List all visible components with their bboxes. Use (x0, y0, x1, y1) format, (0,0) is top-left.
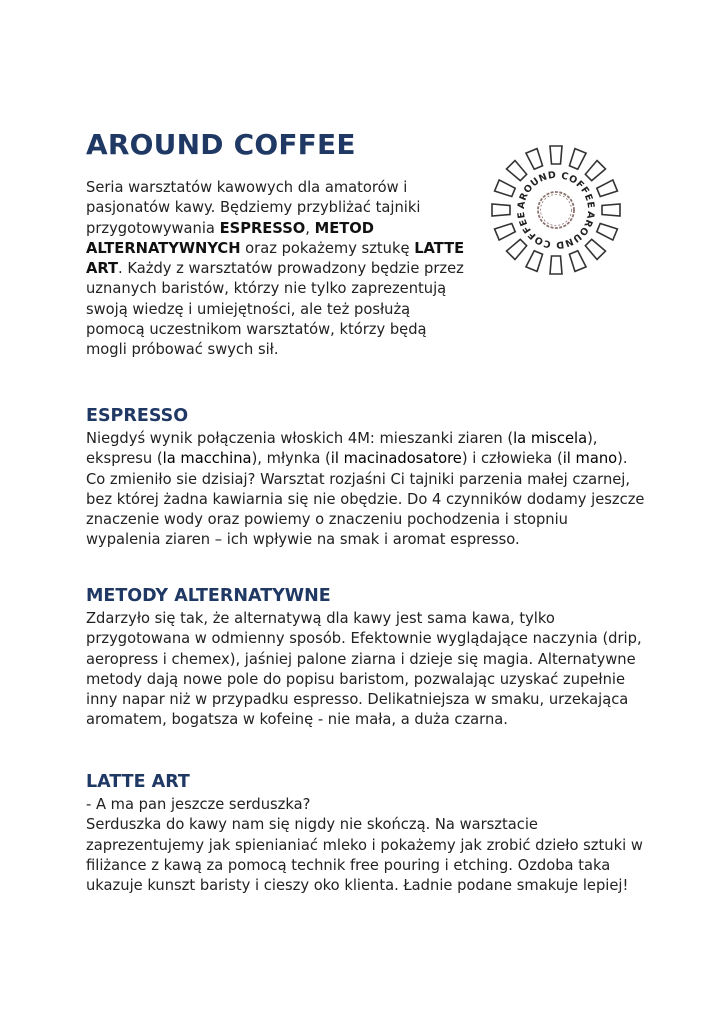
intro-bold-espresso: ESPRESSO (219, 219, 306, 237)
section-metody-alternatywne (86, 585, 646, 731)
logo-petal (492, 204, 510, 216)
dialogue-line: - A ma pan jeszcze serduszka? (86, 796, 311, 813)
page-title: AROUND COFFEE (86, 128, 356, 161)
intro-paragraph (86, 178, 466, 361)
section-body: Zdarzyło się tak, że alternatywą dla kawy jest sama kawa, tylko przygotowana w odmienny sposób. Efektownie wyglądające naczynia (drip, aeropress i chemex), jaśniej palone ziarna i dzieje się magia. Alternatywne metody dają nowe pole do popisu baristom, pozwalając uzyskać zupełnie inny napar niż w przypadku espresso. Delikatniejsza w smaku, urzekająca aromatem, bogatsza w kofeinę - nie mała, a duża czarna. (86, 610, 642, 729)
italian-term: il mano (562, 450, 618, 468)
svg-text:AROUND COFFEE (516, 170, 596, 210)
logo-petal (584, 238, 605, 259)
logo-petal (568, 149, 586, 170)
logo-petal (507, 238, 528, 259)
logo-petal (526, 149, 544, 170)
logo-text-top: AROUND COFFEE (515, 169, 597, 210)
logo-petal (507, 161, 528, 182)
italian-term: il macinadosatore (330, 450, 462, 468)
section-body (86, 429, 646, 551)
logo-petal (550, 256, 562, 274)
logo-petal (550, 146, 562, 164)
intro-text: , (305, 219, 315, 237)
intro-text: Seria warsztatów kawowych dla amatorów i pasjonatów kawy. Będziemy przybliżać tajniki przygotowywania (86, 179, 421, 237)
body-text: ). Co zmieniło sie dzisiaj? Warsztat rozjaśni Ci tajniki parzenia małej czarnej, bez której żadna kawiarnia się nie obędzie. Do 4 czynników dodamy jeszcze znaczenie wody oraz powiemy o znaczeniu pochodzenia i stopniu wypalenia ziaren – ich wpływie na smak i aromat espresso. (86, 450, 645, 549)
intro-text: . Każdy z warsztatów prowadzony będzie przez uznanych baristów, którzy nie tylko zaprezentują swoją wiedzę i umiejętności, ale też posłużą pomocą uczestnikom warsztatów, którzy będą mogli próbować swych sił. (86, 260, 464, 359)
section-body (86, 795, 646, 896)
around-coffee-logo-icon (486, 140, 626, 280)
logo-text-bottom: AROUND COFFEE (515, 210, 597, 251)
svg-text:AROUND COFFEE (516, 210, 596, 250)
italian-term: la miscela (513, 430, 588, 447)
italian-term: la macchina (162, 450, 252, 468)
logo-petal (526, 250, 544, 271)
logo-petal (596, 222, 617, 240)
section-espresso (86, 405, 646, 551)
body-text: Niegdyś wynik połączenia włoskich 4M: mieszanki ziaren ( (86, 430, 514, 447)
intro-text: oraz pokażemy sztukę (240, 239, 415, 257)
section-heading: LATTE ART (86, 772, 190, 792)
body-text: ) i człowieka ( (461, 450, 563, 468)
logo-petal (568, 250, 586, 271)
logo-petal (495, 222, 516, 240)
logo-petal (602, 204, 620, 216)
section-latte-art (86, 771, 646, 896)
logo-petal (495, 180, 516, 198)
section-heading: METODY ALTERNATYWNE (86, 586, 331, 606)
section-heading: ESPRESSO (86, 406, 189, 426)
logo-petal (596, 180, 617, 198)
body-text: ), młynka ( (251, 450, 331, 468)
intro-bold-latte-art: LATTE ART (86, 239, 465, 278)
logo-petal (584, 161, 605, 182)
intro-bold-metod: METOD ALTERNATYWNYCH (86, 219, 374, 257)
body-text: ), ekspresu ( (86, 430, 598, 468)
body-text: Serduszka do kawy nam się nigdy nie skończą. Na warsztacie zaprezentujemy jak spienianiać mleko i pokażemy jak zrobić dzieło sztuki w filiżance z kawą za pomocą technik free pouring i etching. Ozdoba taka ukazuje kunszt baristy i cieszy oko klienta. Ładnie podane smakuje lepiej! (86, 816, 643, 895)
